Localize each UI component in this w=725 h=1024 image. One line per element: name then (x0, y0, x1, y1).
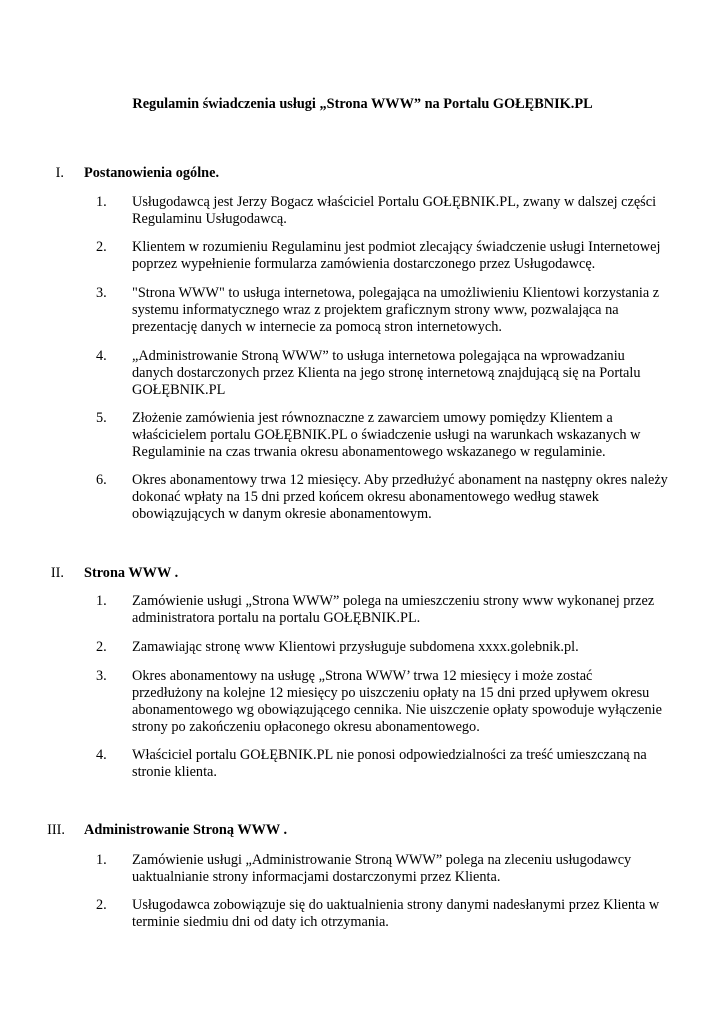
item-text-line: Regulaminu Usługodawcą. (132, 211, 287, 227)
item-text-line: Zamawiając stronę www Klientowi przysługuje subdomena xxxx.golebnik.pl. (132, 639, 579, 655)
item-text (132, 348, 692, 399)
item-text-line: Usługodawca zobowiązuje się do uaktualnienia strony danymi nadesłanymi przez Klienta w (132, 897, 660, 913)
item-text (132, 410, 692, 461)
section-heading (0, 822, 725, 839)
section-numeral: III. (47, 822, 65, 838)
item-text-line: dokonać wpłaty na 15 dni przed końcem okresu abonamentowego według stawek (132, 489, 599, 505)
item-text (132, 285, 692, 336)
item-text-line: Zamówienie usługi „Strona WWW” polega na umieszczeniu strony www wykonanej przez (132, 593, 655, 609)
item-number: 1. (96, 194, 107, 210)
item-text (132, 239, 692, 273)
item-text (132, 897, 692, 931)
item-text-line: terminie siedmiu dni od daty ich otrzymania. (132, 914, 389, 930)
item-number: 3. (96, 285, 107, 301)
item-text-line: Okres abonamentowy na usługę „Strona WWW’ trwa 12 miesięcy i może zostać (132, 668, 593, 684)
item-text (132, 593, 692, 627)
section-numeral: I. (55, 165, 64, 181)
section-strona-www (0, 565, 725, 780)
item-text-line: abonamentowego wg obowiązującego cennika. Nie uiszczenie opłaty spowoduje wyłączenie (132, 702, 662, 718)
item-text-line: obowiązujących w danym okresie abonamentowym. (132, 506, 432, 522)
item-number: 1. (96, 852, 107, 868)
section-administrowanie (0, 822, 725, 930)
section-numeral: II. (50, 565, 64, 581)
section-heading (0, 165, 725, 182)
item-number: 3. (96, 668, 107, 684)
item-number: 6. (96, 472, 107, 488)
item-text (132, 668, 692, 736)
section-heading (0, 565, 725, 582)
item-text-line: „Administrowanie Stroną WWW” to usługa internetowa polegająca na wprowadzaniu (132, 348, 625, 364)
item-number: 2. (96, 639, 107, 655)
item-number: 5. (96, 410, 107, 426)
item-text-line: właścicielem portalu GOŁĘBNIK.PL o świadczenie usługi na warunkach wskazanych w (132, 427, 641, 443)
item-text-line: "Strona WWW" to usługa internetowa, polegająca na umożliwieniu Klientowi korzystania z (132, 285, 660, 301)
item-number: 2. (96, 897, 107, 913)
item-text-line: przedłużony na kolejne 12 miesięcy po uiszczeniu opłaty na 15 dni przed upływem okresu (132, 685, 650, 701)
item-text-line: Zamówienie usługi „Administrowanie Stroną WWW” polega na zleceniu usługodawcy (132, 852, 632, 868)
item-text-line: Regulaminie na czas trwania okresu abonamentowego wskazanego w regulaminie. (132, 444, 606, 460)
item-text-line: administratora portalu na portalu GOŁĘBNIK.PL. (132, 610, 421, 626)
section-general-provisions (0, 165, 725, 522)
section-title: Strona WWW . (84, 565, 179, 581)
document-title: Regulamin świadczenia usługi „Strona WWW” na Portalu GOŁĘBNIK.PL (132, 96, 593, 112)
item-text (132, 747, 692, 781)
item-text-line: poprzez wypełnienie formularza zamówienia dostarczonego przez Usługodawcę. (132, 256, 596, 272)
item-number: 1. (96, 593, 107, 609)
item-number: 4. (96, 348, 107, 364)
item-text-line: systemu informatycznego wraz z projektem graficznym strony www, pozwalająca na (132, 302, 619, 318)
item-text (132, 852, 692, 886)
item-text-line: Klientem w rozumieniu Regulaminu jest podmiot zlecający świadczenie usługi Internetowej (132, 239, 661, 255)
item-text-line: prezentację danych w internecie za pomocą stron internetowych. (132, 319, 502, 335)
item-text (132, 639, 692, 656)
item-text-line: GOŁĘBNIK.PL (132, 382, 226, 398)
section-title: Administrowanie Stroną WWW . (84, 822, 288, 838)
item-text (132, 472, 692, 523)
item-number: 2. (96, 239, 107, 255)
item-text-line: strony po zakończeniu opłaconego okresu abonamentowego. (132, 719, 480, 735)
item-text-line: danych dostarczonych przez Klienta na jego stronę internetową znajdującą się na Portalu (132, 365, 641, 381)
item-text-line: Złożenie zamówienia jest równoznaczne z zawarciem umowy pomiędzy Klientem a (132, 410, 613, 426)
item-text-line: stronie klienta. (132, 764, 217, 780)
item-text-line: uaktualnianie strony informacjami dostarczonymi przez Klienta. (132, 869, 501, 885)
item-text (132, 194, 692, 228)
section-title: Postanowienia ogólne. (84, 165, 220, 181)
item-text-line: Usługodawcą jest Jerzy Bogacz właściciel Portalu GOŁĘBNIK.PL, zwany w dalszej części (132, 194, 657, 210)
item-text-line: Okres abonamentowy trwa 12 miesięcy. Aby przedłużyć abonament na następny okres należy (132, 472, 668, 488)
item-number: 4. (96, 747, 107, 763)
item-text-line: Właściciel portalu GOŁĘBNIK.PL nie ponosi odpowiedzialności za treść umieszczaną na (132, 747, 647, 763)
